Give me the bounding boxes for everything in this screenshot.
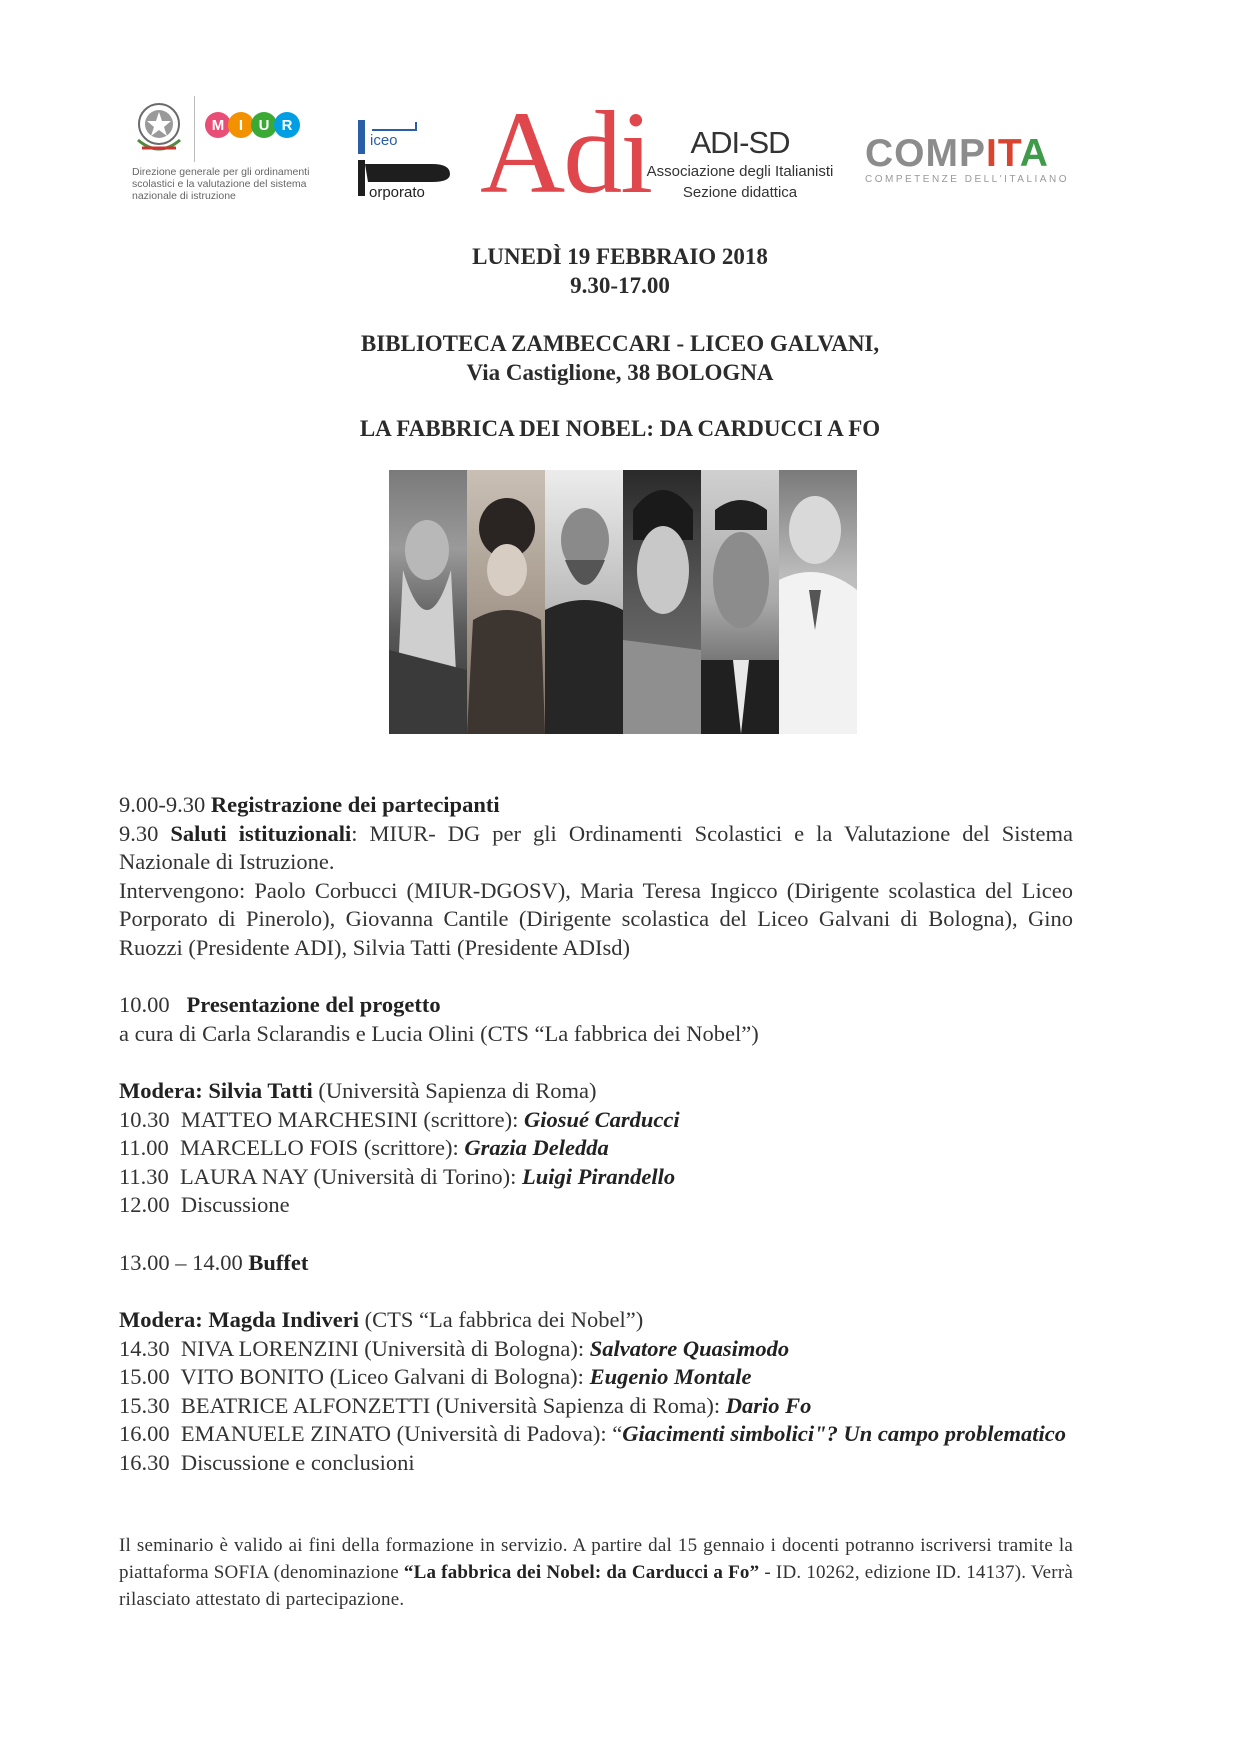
portrait-4 — [623, 470, 701, 734]
notes-text-a: Il seminario è valido ai fini della formazione in servizio. A partire dal 15 gennaio i docenti potranno iscriversi tramite la piattaforma SOFIA (denominazione — [119, 1535, 1073, 1583]
registration-notes — [119, 1532, 1073, 1613]
saluti-time: 9.30 — [119, 820, 159, 846]
portrait-1 — [389, 470, 467, 734]
venue-line1: BIBLIOTECA ZAMBECCARI - LICEO GALVANI, — [360, 331, 880, 356]
portrait-5 — [701, 470, 779, 734]
talk-speaker: EMANUELE ZINATO (Università di Padova): “ — [180, 1421, 623, 1446]
talk-3 — [119, 1163, 1073, 1192]
talk-speaker: MATTEO MARCHESINI (scrittore): — [180, 1106, 524, 1132]
talk-speaker: LAURA NAY (Università di Torino): — [180, 1163, 522, 1189]
talk-topic: Dario Fo — [725, 1392, 812, 1418]
talk-time: 15.30 — [119, 1392, 170, 1418]
talk-time: 11.00 — [119, 1135, 169, 1160]
program-saluti — [119, 820, 1073, 877]
registration-time: 9.00-9.30 — [119, 792, 206, 817]
talk-time: 10.30 — [119, 1106, 170, 1132]
miur-logo — [130, 96, 345, 206]
miur-letter-i: I — [228, 112, 254, 138]
italian-republic-emblem-icon — [132, 98, 186, 160]
talk-topic: Grazia Deledda — [464, 1135, 609, 1160]
moderator-2-text: (CTS “La fabbrica dei Nobel”) — [358, 1307, 644, 1332]
final-time: 16.30 — [119, 1449, 170, 1475]
venue-line2: Via Castiglione, 38 BOLOGNA — [466, 360, 774, 385]
presentation-time: 10.00 — [119, 992, 170, 1017]
adi-sd-title: ADI-SD — [690, 125, 790, 160]
event-date: LUNEDÌ 19 FEBBRAIO 2018 — [472, 244, 768, 269]
talk-speaker: MARCELLO FOIS (scrittore): — [180, 1135, 465, 1160]
talk-1 — [119, 1106, 1073, 1135]
adi-sd-line2: Sezione didattica — [682, 184, 798, 201]
registration-label: Registrazione dei partecipanti — [210, 792, 500, 817]
liceo-porporato-logo — [356, 116, 466, 206]
talk-speaker: NIVA LORENZINI (Università di Bologna): — [180, 1335, 590, 1361]
event-time: 9.30-17.00 — [570, 273, 670, 298]
adi-sd-line1: Associazione degli Italianisti — [646, 163, 834, 180]
notes-text-c: - ID. 10262, edizione ID. 14137). Verrà rilasciato attestato di partecipazione. — [119, 1562, 1073, 1610]
presentation-text: a cura di Carla Sclarandis e Lucia Olini (CTS “La fabbrica dei Nobel”) — [119, 1020, 759, 1046]
buffet — [119, 1249, 1073, 1278]
talk-topic: Luigi Pirandello — [522, 1163, 676, 1189]
talk-topic: Salvatore Quasimodo — [589, 1335, 790, 1361]
nobel-portraits-image — [389, 470, 857, 734]
talk-time: 15.00 — [119, 1364, 170, 1389]
miur-letter-r: R — [274, 112, 300, 138]
talk-6 — [119, 1392, 1073, 1421]
program-registration — [119, 791, 1073, 820]
miur-caption: Direzione generale per gli ordinamenti scolastici e la valutazione del sistema nazionale di istruzione — [132, 166, 310, 202]
talk-7 — [119, 1420, 1073, 1449]
notes-sofia-title: “La fabbrica dei Nobel: da Carducci a Fo” — [403, 1562, 760, 1583]
talk-topic: Giosué Carducci — [523, 1106, 680, 1132]
saluti-label: Saluti istituzionali — [170, 820, 352, 846]
porporato-text: orporato — [369, 184, 425, 201]
program — [119, 791, 1073, 1477]
discussion-1 — [119, 1191, 1073, 1220]
event-title: LA FABBRICA DEI NOBEL: DA CARDUCCI A FO — [359, 416, 881, 441]
buffet-label: Buffet — [248, 1249, 309, 1275]
talk-time: 16.00 — [119, 1421, 170, 1446]
liceo-text: iceo — [370, 132, 398, 149]
miur-letter-u: U — [251, 112, 277, 138]
program-presentation — [119, 991, 1073, 1020]
miur-separator — [194, 96, 195, 162]
talk-time: 14.30 — [119, 1335, 170, 1361]
talk-2 — [119, 1134, 1073, 1163]
saluti-text: : MIUR- DG per gli Ordinamenti Scolastici e la Valutazione del Sistema Nazionale di Istruzione. — [119, 820, 1073, 874]
compita-part-c: A — [1019, 132, 1049, 175]
moderator-2 — [119, 1306, 1073, 1335]
program-interventi: Intervengono: Paolo Corbucci (MIUR-DGOSV), Maria Teresa Ingicco (Dirigente scolastica del Liceo Porporato di Pinerolo), Giovanna Cantile (Dirigente scolastica del Liceo Galvani di Bologna), Gino Ruozzi (Presidente ADI), Silvia Tatti (Presidente ADIsd) — [119, 877, 1073, 960]
compita-subtitle: COMPETENZE DELL'ITALIANO — [865, 174, 1069, 185]
moderator-1 — [119, 1077, 1073, 1106]
buffet-time: 13.00 – 14.00 — [119, 1249, 243, 1275]
moderator-1-text: (Università Sapienza di Roma) — [312, 1078, 597, 1103]
talk-5 — [119, 1363, 1073, 1392]
compita-part-b: IT — [986, 132, 1020, 175]
logo-bar — [130, 87, 1120, 226]
talk-speaker: BEATRICE ALFONZETTI (Università Sapienza di Roma): — [180, 1392, 726, 1418]
moderator-1-label: Modera: Silvia Tatti — [119, 1078, 313, 1103]
moderator-2-label: Modera: Magda Indiveri — [119, 1307, 359, 1332]
talk-speaker: VITO BONITO (Liceo Galvani di Bologna): — [180, 1364, 590, 1389]
compita-part-a: COMP — [865, 132, 986, 175]
talk-time: 11.30 — [119, 1163, 169, 1189]
miur-wordmark — [205, 112, 297, 138]
miur-letter-m: M — [205, 112, 231, 138]
talk-topic: Eugenio Montale — [589, 1364, 752, 1389]
final-label: Discussione e conclusioni — [180, 1449, 415, 1475]
talk-topic: Giacimenti simbolici"? Un campo problematico — [622, 1421, 1066, 1446]
compita-logo — [865, 134, 1125, 185]
adi-logo: Adi — [480, 87, 651, 218]
talk-4 — [119, 1335, 1073, 1364]
portrait-3 — [545, 470, 623, 734]
compita-wordmark — [865, 134, 1125, 174]
adi-sd-logo — [640, 126, 840, 202]
portrait-6 — [779, 470, 857, 734]
final-discussion — [119, 1449, 1073, 1478]
presentation-label: Presentazione del progetto — [186, 992, 441, 1017]
discussion-time: 12.00 — [119, 1192, 170, 1217]
portrait-2 — [467, 470, 545, 734]
discussion-label: Discussione — [180, 1192, 290, 1217]
